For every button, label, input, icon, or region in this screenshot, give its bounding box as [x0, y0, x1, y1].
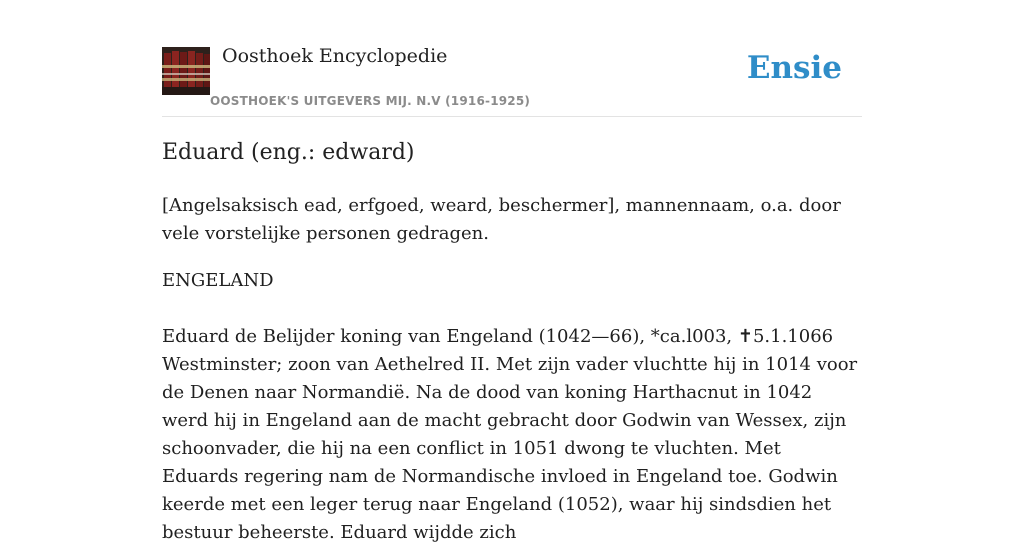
section-heading-engeland: ENGELAND [162, 270, 274, 291]
article-intro-paragraph: [Angelsaksisch ead, erfgoed, weard, beschermer], mannennaam, o.a. door vele vorstelijke personen gedragen. [162, 195, 841, 244]
article-title: Eduard (eng.: edward) [162, 140, 415, 165]
source-title[interactable]: Oosthoek Encyclopedie [222, 45, 448, 67]
page-container [162, 0, 862, 543]
publisher-label: OOSTHOEK'S UITGEVERS MIJ. N.V (1916-1925) [210, 94, 531, 108]
ensie-logo-link[interactable]: Ensie [746, 50, 842, 86]
source-header [162, 0, 862, 117]
encyclopedia-books-icon[interactable] [162, 47, 210, 95]
article-body-paragraph: Eduard de Belijder koning van Engeland (1042—66), *ca.l003, ✝5.1.1066 Westminster; zoon van Aethelred II. Met zijn vader vluchtte hij in 1014 voor de Denen naar Normandië. Na de dood van koning Harthacnut in 1042 werd hij in Engeland aan de macht gebracht door Godwin van Wessex, zijn schoonvader, die hij na een conflict in 1051 dwong te vluchten. Met Eduards regering nam de Normandische invloed in Engeland toe. Godwin keerde met een leger terug naar Engeland (1052), waar hij sindsdien het bestuur beheerste. Eduard wijdde zich [162, 326, 858, 543]
